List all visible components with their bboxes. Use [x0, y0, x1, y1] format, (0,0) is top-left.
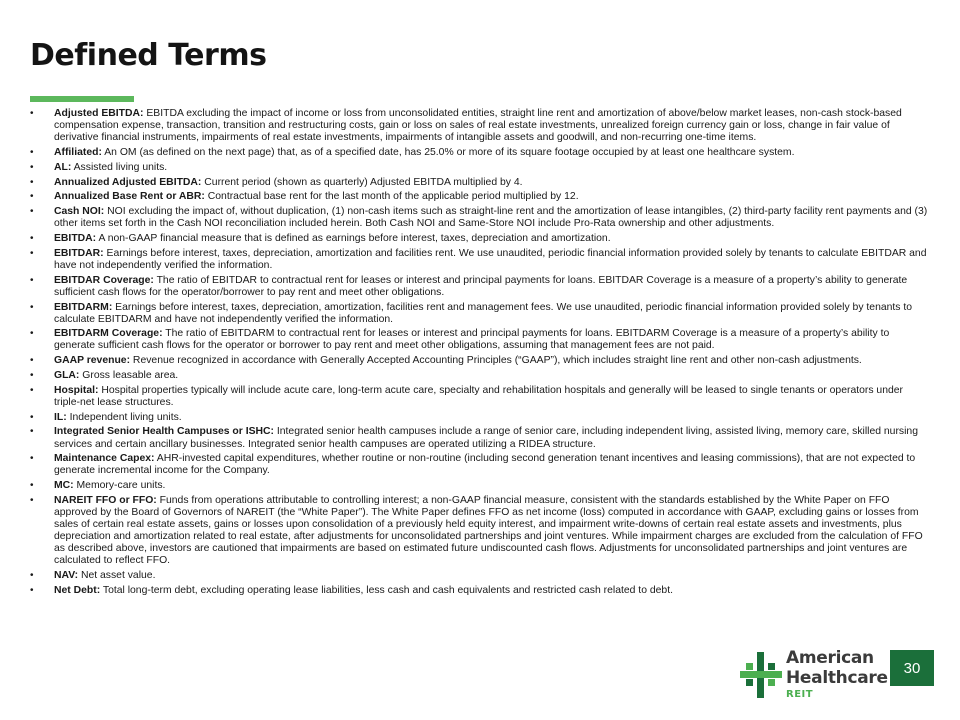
- term-definition: Hospital properties typically will include acute care, long-term acute care, specialty and rehabilitation hospitals and generally will be leased to single tenants or operators under triple-net lease structures.: [54, 384, 904, 408]
- term-definition: Assisted living units.: [71, 161, 168, 173]
- term-item: [28, 147, 928, 159]
- term-definition: Independent living units.: [66, 411, 182, 423]
- term-label: EBITDARM:: [54, 301, 113, 313]
- term-definition: Funds from operations attributable to controlling interest; a non-GAAP financial measure, consistent with the standards established by the White Paper on FFO approved by the Board of Governors of NAREIT (the “White Paper”). The White Paper defines FFO as net income (loss) computed in accordance with GAAP, excluding gains or losses from sales of certain real estate assets, gains or losses upon consolidation of a previously held equity interest, and impairment write-downs of certain real estate assets and investments, plus depreciation and amortization related to real estate, after adjustments for unconsolidated partnerships and joint ventures. While impairment charges are excluded from the calculation of FFO as described above, investors are cautioned that impairments are based on estimated future undiscounted cash flows. Adjustments for unconsolidated partnerships and joint ventures are calculated to reflect FFO.: [54, 495, 923, 567]
- term-definition: Total long-term debt, excluding operating lease liabilities, less cash and cash equivalents and restricted cash related to debt.: [100, 585, 673, 597]
- term-item: [28, 191, 928, 203]
- term-definition: Revenue recognized in accordance with Generally Accepted Accounting Principles (“GAAP”), which includes straight line rent and other non-cash adjustments.: [130, 355, 862, 367]
- title-accent-bar: [30, 96, 134, 102]
- term-item: [28, 385, 928, 409]
- term-item: [28, 328, 928, 352]
- term-definition: Gross leasable area.: [79, 370, 179, 382]
- term-definition: NOI excluding the impact of, without duplication, (1) non-cash items such as straight-line rent and the amortization of lease intangibles, (2) third-party facility rent payments and (3) other items set forth in the Cash NOI reconciliation included herein. Both Cash NOI and Same-Store NOI include Pro-Rata ownership and other adjustments.: [54, 206, 928, 230]
- page-title: Defined Terms: [30, 38, 267, 73]
- term-item: [28, 370, 928, 382]
- term-label: Annualized Base Rent or ABR:: [54, 191, 205, 203]
- term-label: NAV:: [54, 570, 79, 582]
- term-item: [28, 355, 928, 367]
- term-definition: The ratio of EBITDAR to contractual rent for leases or interest and principal payments for loans. EBITDAR Coverage is a measure of a property’s ability to generate sufficient cash flows for the operator/borrower to pay rent and meet other obligations.: [54, 274, 908, 298]
- term-label: EBITDAR Coverage:: [54, 274, 154, 286]
- term-label: Adjusted EBITDA:: [54, 108, 144, 119]
- term-item: [28, 426, 928, 450]
- term-label: Maintenance Capex:: [54, 453, 155, 465]
- term-definition: An OM (as defined on the next page) that, as of a specified date, has 25.0% or more of its square footage occupied by at least one healthcare system.: [101, 146, 795, 158]
- term-label: Hospital:: [54, 384, 99, 396]
- logo-line-reit: REIT: [786, 689, 814, 700]
- term-definition: Net asset value.: [78, 570, 156, 582]
- medical-cross-logo-icon: [740, 652, 782, 698]
- term-definition: Integrated senior health campuses include a range of senior care, including independent living, assisted living, memory care, skilled nursing services and certain ancillary businesses. Integrated senior health campuses are operated utilizing a RIDEA structure.: [54, 426, 918, 450]
- term-label: EBITDARM Coverage:: [54, 328, 163, 340]
- term-label: GLA:: [54, 370, 80, 382]
- term-item: [28, 108, 928, 144]
- term-label: Annualized Adjusted EBITDA:: [54, 176, 202, 188]
- term-definition: Earnings before interest, taxes, depreciation, amortization, facilities rent and management fees. We use unaudited, periodic financial information provided solely by tenants to calculate EBITDARM and have not independently verified the information.: [54, 301, 913, 325]
- term-label: Integrated Senior Health Campuses or ISHC:: [54, 426, 274, 438]
- term-item: [28, 233, 928, 245]
- company-logo: [740, 648, 888, 706]
- term-definition: EBITDA excluding the impact of income or loss from unconsolidated entities, straight line rent and amortization of above/below market leases, non-cash stock-based compensation expense, transaction, transition and restructuring costs, gain or loss on sales of real estate investments, unrealized foreign currency gain or loss, change in fair value of derivative financial instruments, impairments of real estate investments, impairments of intangible assets and goodwill, and non-recurring one-time items.: [54, 108, 902, 144]
- term-label: Cash NOI:: [54, 206, 105, 218]
- term-item: [28, 162, 928, 174]
- term-item: [28, 248, 928, 272]
- term-label: EBITDA:: [54, 232, 97, 244]
- term-definition: Current period (shown as quarterly) Adjusted EBITDA multiplied by 4.: [201, 176, 523, 188]
- term-item: [28, 495, 928, 568]
- term-item: [28, 453, 928, 477]
- term-definition: A non-GAAP financial measure that is defined as earnings before interest, taxes, depreciation and amortization.: [96, 232, 611, 244]
- term-definition: Earnings before interest, taxes, depreciation, amortization and facilities rent. We use unaudited, periodic financial information provided solely by tenants to calculate EBITDAR and have not independently verified the information.: [54, 247, 927, 271]
- term-label: EBITDAR:: [54, 247, 104, 259]
- term-label: GAAP revenue:: [54, 355, 131, 367]
- page-number-badge: 30: [890, 650, 934, 686]
- term-definition: Memory-care units.: [73, 480, 166, 492]
- term-item: [28, 275, 928, 299]
- term-item: [28, 480, 928, 492]
- term-definition: Contractual base rent for the last month of the applicable period multiplied by 12.: [204, 191, 579, 203]
- term-item: [28, 585, 724, 597]
- term-label: Net Debt:: [54, 585, 101, 597]
- term-definition: The ratio of EBITDARM to contractual rent for leases or interest and principal payments for loans. EBITDARM Coverage is a measure of a property’s ability to generate sufficient cash flows for the operator or borrower to pay rent and meet other obligations, assuming that management fees are not paid.: [54, 328, 890, 352]
- term-label: MC:: [54, 480, 74, 492]
- term-item: [28, 302, 928, 326]
- term-item: [28, 206, 928, 230]
- term-item: [28, 570, 928, 582]
- term-label: AL:: [54, 161, 72, 173]
- logo-line-american: American: [786, 648, 874, 668]
- term-item: [28, 412, 928, 424]
- term-label: Affiliated:: [54, 146, 102, 158]
- defined-terms-list: [28, 108, 928, 600]
- logo-line-healthcare: Healthcare: [786, 668, 888, 688]
- logo-wordmark: [786, 648, 888, 701]
- term-item: [28, 177, 928, 189]
- term-label: NAREIT FFO or FFO:: [54, 495, 157, 506]
- term-definition: AHR-invested capital expenditures, whether routine or non-routine (including second generation tenant incentives and leasing commissions), that are not expected to generate incremental income for the Company.: [54, 453, 916, 477]
- term-label: IL:: [54, 411, 67, 423]
